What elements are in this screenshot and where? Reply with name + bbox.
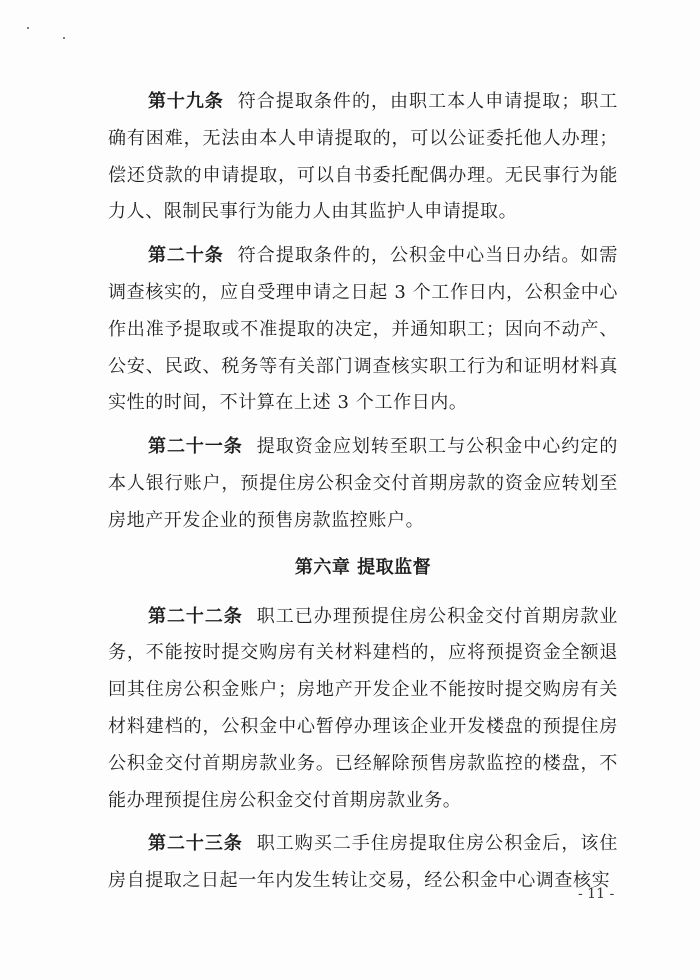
article-23-paragraph bbox=[108, 826, 618, 900]
page-number: - 11 - bbox=[578, 886, 615, 902]
article-text: 符合提取条件的，由职工本人申请提取；职工确有困难，无法由本人申请提取的，可以公证委托他人办理；偿还贷款的申请提取，可以自书委托配偶办理。无民事行为能力人、限制民事行为能力人由其监护人申请提取。 bbox=[108, 91, 619, 223]
article-text: 职工购买二手住房提取住房公积金后，该住房自提取之日起一年内发生转让交易，经公积金中心调查核实 bbox=[108, 833, 619, 892]
scan-speck bbox=[27, 27, 29, 29]
body-text bbox=[108, 84, 618, 907]
article-text: 职工已办理预提住房公积金交付首期房款业务，不能按时提交购房有关材料建档的，应将预提资金全额退回其住房公积金账户；房地产开发企业不能按时提交购房有关材料建档的，公积金中心暂停办理该企业开发楼盘的预提住房公积金交付首期房款业务。已经解除预售房款监控的楼盘，不能办理预提住房公积金交付首期房款业务。 bbox=[108, 605, 619, 811]
article-text: 符合提取条件的，公积金中心当日办结。如需调查核实的，应自受理申请之日起 3 个工作日内，公积金中心作出准予提取或不准提取的决定，并通知职工；因向不动产、公安、民政、税务等有关部门调查核实职工行为和证明材料真实性的时间，不计算在上述 3 个工作日内。 bbox=[108, 245, 619, 414]
article-21-paragraph bbox=[108, 429, 618, 539]
article-number: 第二十条 bbox=[148, 245, 224, 267]
article-number: 第二十三条 bbox=[148, 833, 243, 855]
article-20-paragraph bbox=[108, 238, 618, 422]
scan-speck bbox=[63, 37, 65, 39]
chapter-heading: 第六章 提取监督 bbox=[294, 556, 432, 578]
article-22-paragraph bbox=[108, 599, 618, 820]
article-text: 提取资金应划转至职工与公积金中心约定的本人银行账户，预提住房公积金交付首期房款的资金应转划至房地产开发企业的预售房款监控账户。 bbox=[108, 436, 619, 531]
article-number: 第二十二条 bbox=[148, 605, 243, 627]
article-number: 第十九条 bbox=[148, 91, 224, 112]
article-19-paragraph bbox=[108, 84, 618, 231]
article-number: 第二十一条 bbox=[148, 436, 243, 458]
